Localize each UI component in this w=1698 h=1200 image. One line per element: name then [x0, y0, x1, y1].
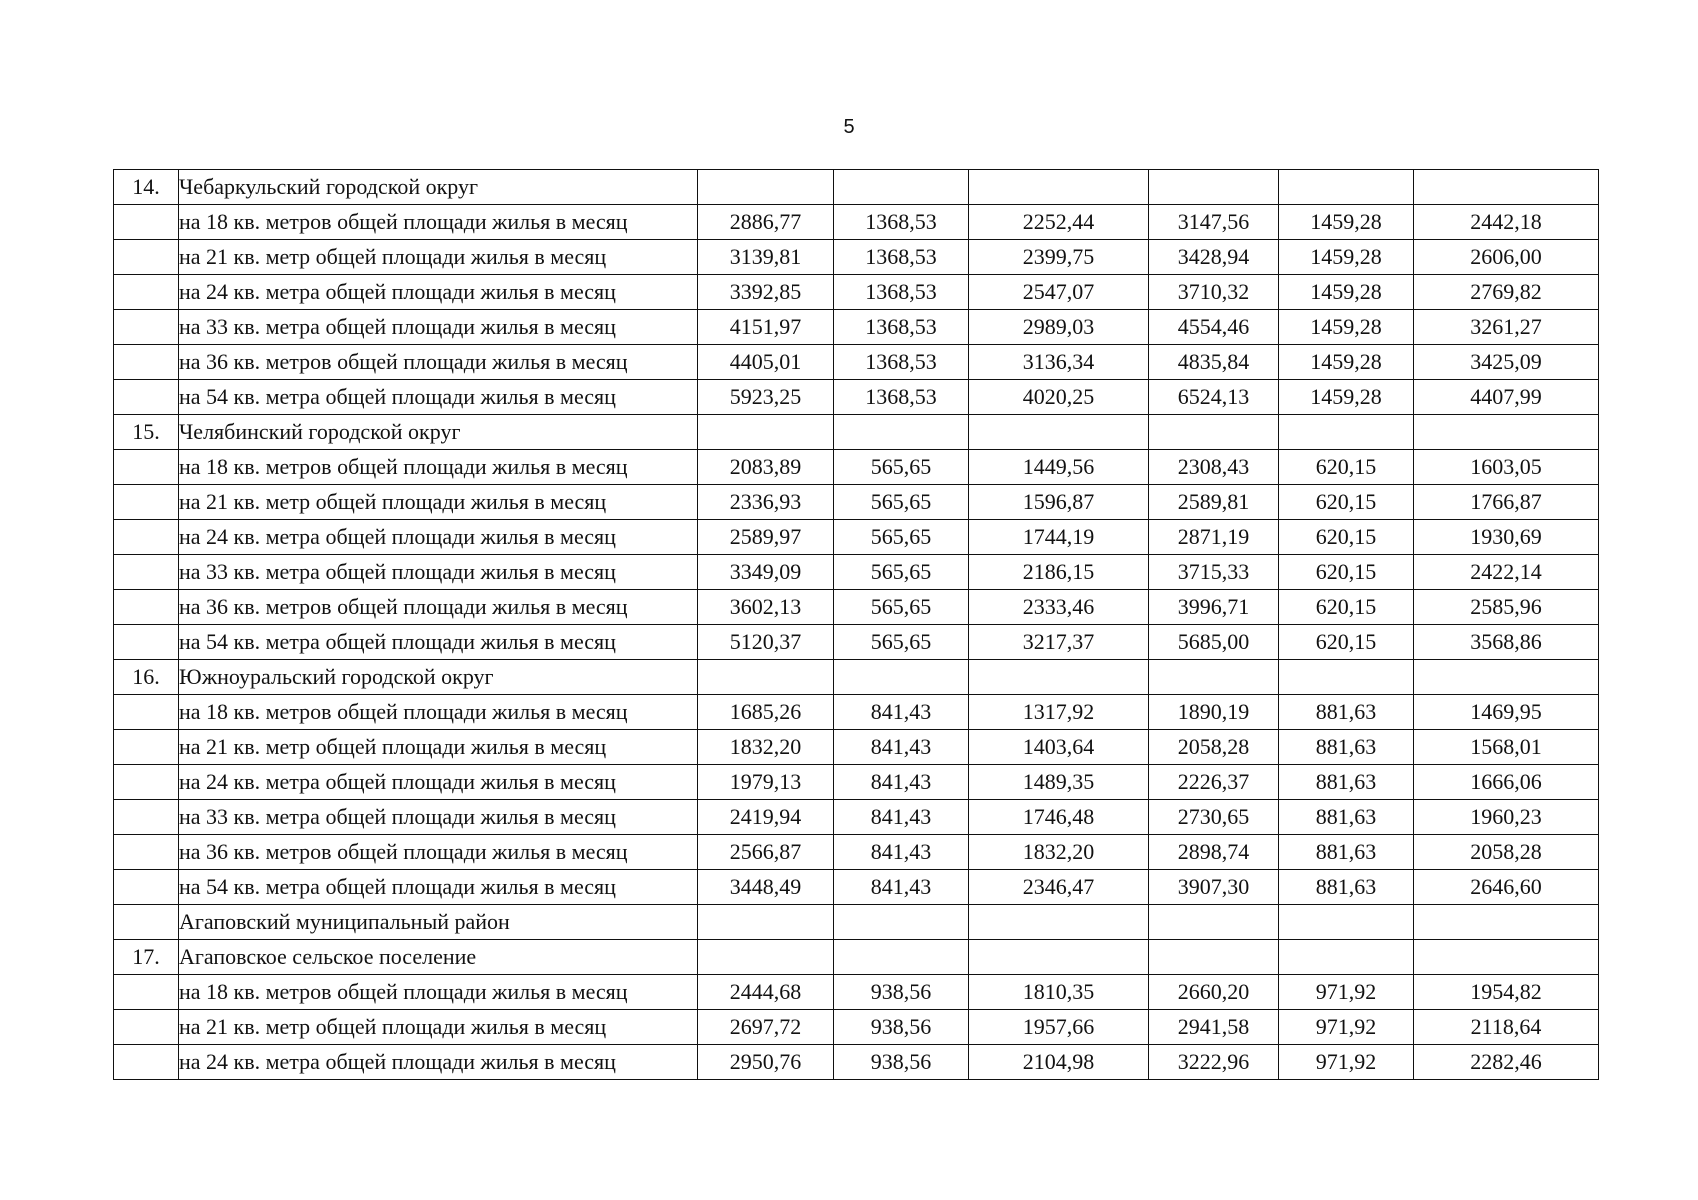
value-cell: [1414, 905, 1599, 940]
table-row: [114, 275, 1599, 310]
row-number: [114, 835, 179, 870]
value-cell: [1279, 170, 1414, 205]
value-cell: [1414, 170, 1599, 205]
value-cell: 1766,87: [1414, 485, 1599, 520]
value-cell: 3139,81: [698, 240, 834, 275]
table-row: [114, 870, 1599, 905]
value-cell: 2871,19: [1149, 520, 1279, 555]
value-cell: 3136,34: [969, 345, 1149, 380]
value-cell: 3222,96: [1149, 1045, 1279, 1080]
value-cell: 1960,23: [1414, 800, 1599, 835]
value-cell: 2308,43: [1149, 450, 1279, 485]
row-label: на 24 кв. метра общей площади жилья в месяц: [179, 520, 698, 555]
value-cell: [698, 940, 834, 975]
value-cell: 2118,64: [1414, 1010, 1599, 1045]
value-cell: 565,65: [834, 625, 969, 660]
value-cell: 971,92: [1279, 1045, 1414, 1080]
value-cell: 1957,66: [969, 1010, 1149, 1045]
value-cell: 2252,44: [969, 205, 1149, 240]
row-number: [114, 730, 179, 765]
value-cell: 3428,94: [1149, 240, 1279, 275]
page-number: 5: [843, 116, 855, 138]
row-label: на 24 кв. метра общей площади жилья в месяц: [179, 1045, 698, 1080]
value-cell: 1368,53: [834, 205, 969, 240]
value-cell: 1979,13: [698, 765, 834, 800]
row-number: [114, 975, 179, 1010]
value-cell: 4835,84: [1149, 345, 1279, 380]
row-number: [114, 310, 179, 345]
value-cell: 5120,37: [698, 625, 834, 660]
value-cell: [969, 940, 1149, 975]
row-label: на 18 кв. метров общей площади жилья в месяц: [179, 975, 698, 1010]
table-row: [114, 555, 1599, 590]
value-cell: 1449,56: [969, 450, 1149, 485]
value-cell: 1890,19: [1149, 695, 1279, 730]
value-cell: [698, 905, 834, 940]
value-cell: 2282,46: [1414, 1045, 1599, 1080]
value-cell: 2419,94: [698, 800, 834, 835]
value-cell: 2058,28: [1414, 835, 1599, 870]
row-number: [114, 870, 179, 905]
row-number: [114, 590, 179, 625]
table-row: [114, 730, 1599, 765]
row-label: Челябинский городской округ: [179, 415, 698, 450]
value-cell: 1596,87: [969, 485, 1149, 520]
row-label: на 36 кв. метров общей площади жилья в месяц: [179, 345, 698, 380]
table-row: [114, 835, 1599, 870]
table-row: [114, 1045, 1599, 1080]
value-cell: 2186,15: [969, 555, 1149, 590]
value-cell: 3217,37: [969, 625, 1149, 660]
row-label: на 24 кв. метра общей площади жилья в месяц: [179, 275, 698, 310]
value-cell: 971,92: [1279, 1010, 1414, 1045]
row-label: на 54 кв. метра общей площади жилья в месяц: [179, 625, 698, 660]
row-number: [114, 765, 179, 800]
value-cell: [1414, 940, 1599, 975]
value-cell: 2697,72: [698, 1010, 834, 1045]
row-number: [114, 555, 179, 590]
value-cell: 2442,18: [1414, 205, 1599, 240]
value-cell: [834, 415, 969, 450]
row-label: на 18 кв. метров общей площади жилья в месяц: [179, 205, 698, 240]
value-cell: 841,43: [834, 835, 969, 870]
row-label: на 21 кв. метр общей площади жилья в месяц: [179, 485, 698, 520]
value-cell: 4554,46: [1149, 310, 1279, 345]
value-cell: 2336,93: [698, 485, 834, 520]
value-cell: 1368,53: [834, 380, 969, 415]
value-cell: 1744,19: [969, 520, 1149, 555]
table-row: [114, 170, 1599, 205]
value-cell: 2104,98: [969, 1045, 1149, 1080]
value-cell: [1149, 905, 1279, 940]
value-cell: [1279, 905, 1414, 940]
row-label: Южноуральский городской округ: [179, 660, 698, 695]
value-cell: 1832,20: [969, 835, 1149, 870]
row-label: на 21 кв. метр общей площади жилья в месяц: [179, 240, 698, 275]
value-cell: 3261,27: [1414, 310, 1599, 345]
value-cell: 2730,65: [1149, 800, 1279, 835]
value-cell: 1459,28: [1279, 345, 1414, 380]
value-cell: 1469,95: [1414, 695, 1599, 730]
value-cell: 620,15: [1279, 520, 1414, 555]
value-cell: 1832,20: [698, 730, 834, 765]
value-cell: 841,43: [834, 695, 969, 730]
row-label: на 54 кв. метра общей площади жилья в месяц: [179, 870, 698, 905]
row-label: Агаповское сельское поселение: [179, 940, 698, 975]
table-row: [114, 415, 1599, 450]
table-row: [114, 625, 1599, 660]
table-row: [114, 345, 1599, 380]
value-cell: [834, 660, 969, 695]
value-cell: [1149, 940, 1279, 975]
row-number: [114, 380, 179, 415]
value-cell: 1568,01: [1414, 730, 1599, 765]
value-cell: [969, 170, 1149, 205]
table-row: [114, 695, 1599, 730]
value-cell: 938,56: [834, 975, 969, 1010]
row-number: 14.: [114, 170, 179, 205]
value-cell: [1149, 660, 1279, 695]
table-row: [114, 1010, 1599, 1045]
value-cell: 2083,89: [698, 450, 834, 485]
value-cell: 6524,13: [1149, 380, 1279, 415]
value-cell: 938,56: [834, 1045, 969, 1080]
value-cell: 565,65: [834, 485, 969, 520]
value-cell: 881,63: [1279, 835, 1414, 870]
value-cell: 565,65: [834, 520, 969, 555]
value-cell: [1149, 170, 1279, 205]
table-row: [114, 975, 1599, 1010]
value-cell: 620,15: [1279, 590, 1414, 625]
row-label: Чебаркульский городской округ: [179, 170, 698, 205]
value-cell: 3392,85: [698, 275, 834, 310]
value-cell: 3602,13: [698, 590, 834, 625]
row-number: [114, 520, 179, 555]
table-row: [114, 485, 1599, 520]
value-cell: 2606,00: [1414, 240, 1599, 275]
value-cell: [1279, 940, 1414, 975]
value-cell: 4151,97: [698, 310, 834, 345]
value-cell: 841,43: [834, 730, 969, 765]
value-cell: 4020,25: [969, 380, 1149, 415]
value-cell: 3147,56: [1149, 205, 1279, 240]
value-cell: 620,15: [1279, 485, 1414, 520]
value-cell: 1368,53: [834, 275, 969, 310]
value-cell: 1685,26: [698, 695, 834, 730]
row-number: [114, 625, 179, 660]
table-row: [114, 765, 1599, 800]
row-number: [114, 240, 179, 275]
value-cell: 938,56: [834, 1010, 969, 1045]
value-cell: 1954,82: [1414, 975, 1599, 1010]
value-cell: 2444,68: [698, 975, 834, 1010]
value-cell: 1746,48: [969, 800, 1149, 835]
value-cell: 3710,32: [1149, 275, 1279, 310]
table-row: [114, 590, 1599, 625]
value-cell: 2589,97: [698, 520, 834, 555]
table-row: [114, 310, 1599, 345]
row-label: на 18 кв. метров общей площади жилья в месяц: [179, 450, 698, 485]
table-row: [114, 800, 1599, 835]
value-cell: 2566,87: [698, 835, 834, 870]
row-label: на 33 кв. метра общей площади жилья в месяц: [179, 800, 698, 835]
value-cell: [1279, 415, 1414, 450]
value-cell: 841,43: [834, 765, 969, 800]
row-number: 15.: [114, 415, 179, 450]
table-row: [114, 905, 1599, 940]
value-cell: 1459,28: [1279, 240, 1414, 275]
value-cell: [969, 905, 1149, 940]
value-cell: 881,63: [1279, 870, 1414, 905]
row-number: [114, 800, 179, 835]
value-cell: [969, 660, 1149, 695]
row-number: [114, 905, 179, 940]
value-cell: 2886,77: [698, 205, 834, 240]
value-cell: [1279, 660, 1414, 695]
row-number: [114, 275, 179, 310]
value-cell: 1459,28: [1279, 380, 1414, 415]
table-row: [114, 450, 1599, 485]
row-label: на 36 кв. метров общей площади жилья в месяц: [179, 835, 698, 870]
value-cell: 565,65: [834, 555, 969, 590]
value-cell: 1930,69: [1414, 520, 1599, 555]
row-number: [114, 205, 179, 240]
value-cell: 3425,09: [1414, 345, 1599, 380]
tariff-table: [113, 169, 1599, 1080]
table-row: [114, 660, 1599, 695]
value-cell: 4405,01: [698, 345, 834, 380]
value-cell: 2646,60: [1414, 870, 1599, 905]
row-label: на 24 кв. метра общей площади жилья в месяц: [179, 765, 698, 800]
value-cell: [1414, 660, 1599, 695]
value-cell: 2585,96: [1414, 590, 1599, 625]
value-cell: 841,43: [834, 870, 969, 905]
value-cell: 2589,81: [1149, 485, 1279, 520]
value-cell: 2898,74: [1149, 835, 1279, 870]
value-cell: 1403,64: [969, 730, 1149, 765]
value-cell: 3448,49: [698, 870, 834, 905]
value-cell: 3907,30: [1149, 870, 1279, 905]
value-cell: [834, 905, 969, 940]
row-label: на 21 кв. метр общей площади жилья в месяц: [179, 730, 698, 765]
value-cell: 2399,75: [969, 240, 1149, 275]
table-row: [114, 205, 1599, 240]
row-number: [114, 485, 179, 520]
value-cell: [834, 940, 969, 975]
value-cell: 1489,35: [969, 765, 1149, 800]
value-cell: 5685,00: [1149, 625, 1279, 660]
value-cell: 841,43: [834, 800, 969, 835]
table-row: [114, 940, 1599, 975]
value-cell: 2941,58: [1149, 1010, 1279, 1045]
value-cell: 881,63: [1279, 730, 1414, 765]
value-cell: 620,15: [1279, 555, 1414, 590]
value-cell: 1459,28: [1279, 205, 1414, 240]
value-cell: 2422,14: [1414, 555, 1599, 590]
table-body: [114, 170, 1599, 1080]
row-label: на 33 кв. метра общей площади жилья в месяц: [179, 555, 698, 590]
row-number: [114, 1010, 179, 1045]
row-label: на 21 кв. метр общей площади жилья в месяц: [179, 1010, 698, 1045]
value-cell: 1666,06: [1414, 765, 1599, 800]
value-cell: 3349,09: [698, 555, 834, 590]
value-cell: [1414, 415, 1599, 450]
value-cell: 3568,86: [1414, 625, 1599, 660]
row-label: на 36 кв. метров общей площади жилья в месяц: [179, 590, 698, 625]
value-cell: 1317,92: [969, 695, 1149, 730]
value-cell: 2989,03: [969, 310, 1149, 345]
row-number: [114, 695, 179, 730]
value-cell: 2769,82: [1414, 275, 1599, 310]
value-cell: 881,63: [1279, 800, 1414, 835]
value-cell: 2547,07: [969, 275, 1149, 310]
value-cell: [698, 170, 834, 205]
value-cell: [1149, 415, 1279, 450]
value-cell: 1368,53: [834, 345, 969, 380]
value-cell: [969, 415, 1149, 450]
table-row: [114, 520, 1599, 555]
row-number: 17.: [114, 940, 179, 975]
row-number: 16.: [114, 660, 179, 695]
value-cell: 4407,99: [1414, 380, 1599, 415]
value-cell: 1603,05: [1414, 450, 1599, 485]
value-cell: 1368,53: [834, 310, 969, 345]
value-cell: 565,65: [834, 590, 969, 625]
value-cell: 2226,37: [1149, 765, 1279, 800]
row-label: на 54 кв. метра общей площади жилья в месяц: [179, 380, 698, 415]
value-cell: 881,63: [1279, 765, 1414, 800]
row-label: на 33 кв. метра общей площади жилья в месяц: [179, 310, 698, 345]
value-cell: 2333,46: [969, 590, 1149, 625]
value-cell: 2346,47: [969, 870, 1149, 905]
value-cell: [698, 415, 834, 450]
value-cell: 2950,76: [698, 1045, 834, 1080]
row-number: [114, 345, 179, 380]
value-cell: 620,15: [1279, 450, 1414, 485]
value-cell: 881,63: [1279, 695, 1414, 730]
value-cell: 3996,71: [1149, 590, 1279, 625]
value-cell: 1459,28: [1279, 275, 1414, 310]
value-cell: 1810,35: [969, 975, 1149, 1010]
table-row: [114, 240, 1599, 275]
value-cell: 2660,20: [1149, 975, 1279, 1010]
table-row: [114, 380, 1599, 415]
row-number: [114, 450, 179, 485]
value-cell: 1459,28: [1279, 310, 1414, 345]
row-label: Агаповский муниципальный район: [179, 905, 698, 940]
value-cell: 565,65: [834, 450, 969, 485]
row-number: [114, 1045, 179, 1080]
value-cell: 3715,33: [1149, 555, 1279, 590]
value-cell: 971,92: [1279, 975, 1414, 1010]
value-cell: [834, 170, 969, 205]
value-cell: 2058,28: [1149, 730, 1279, 765]
row-label: на 18 кв. метров общей площади жилья в месяц: [179, 695, 698, 730]
value-cell: [698, 660, 834, 695]
value-cell: 5923,25: [698, 380, 834, 415]
value-cell: 620,15: [1279, 625, 1414, 660]
value-cell: 1368,53: [834, 240, 969, 275]
